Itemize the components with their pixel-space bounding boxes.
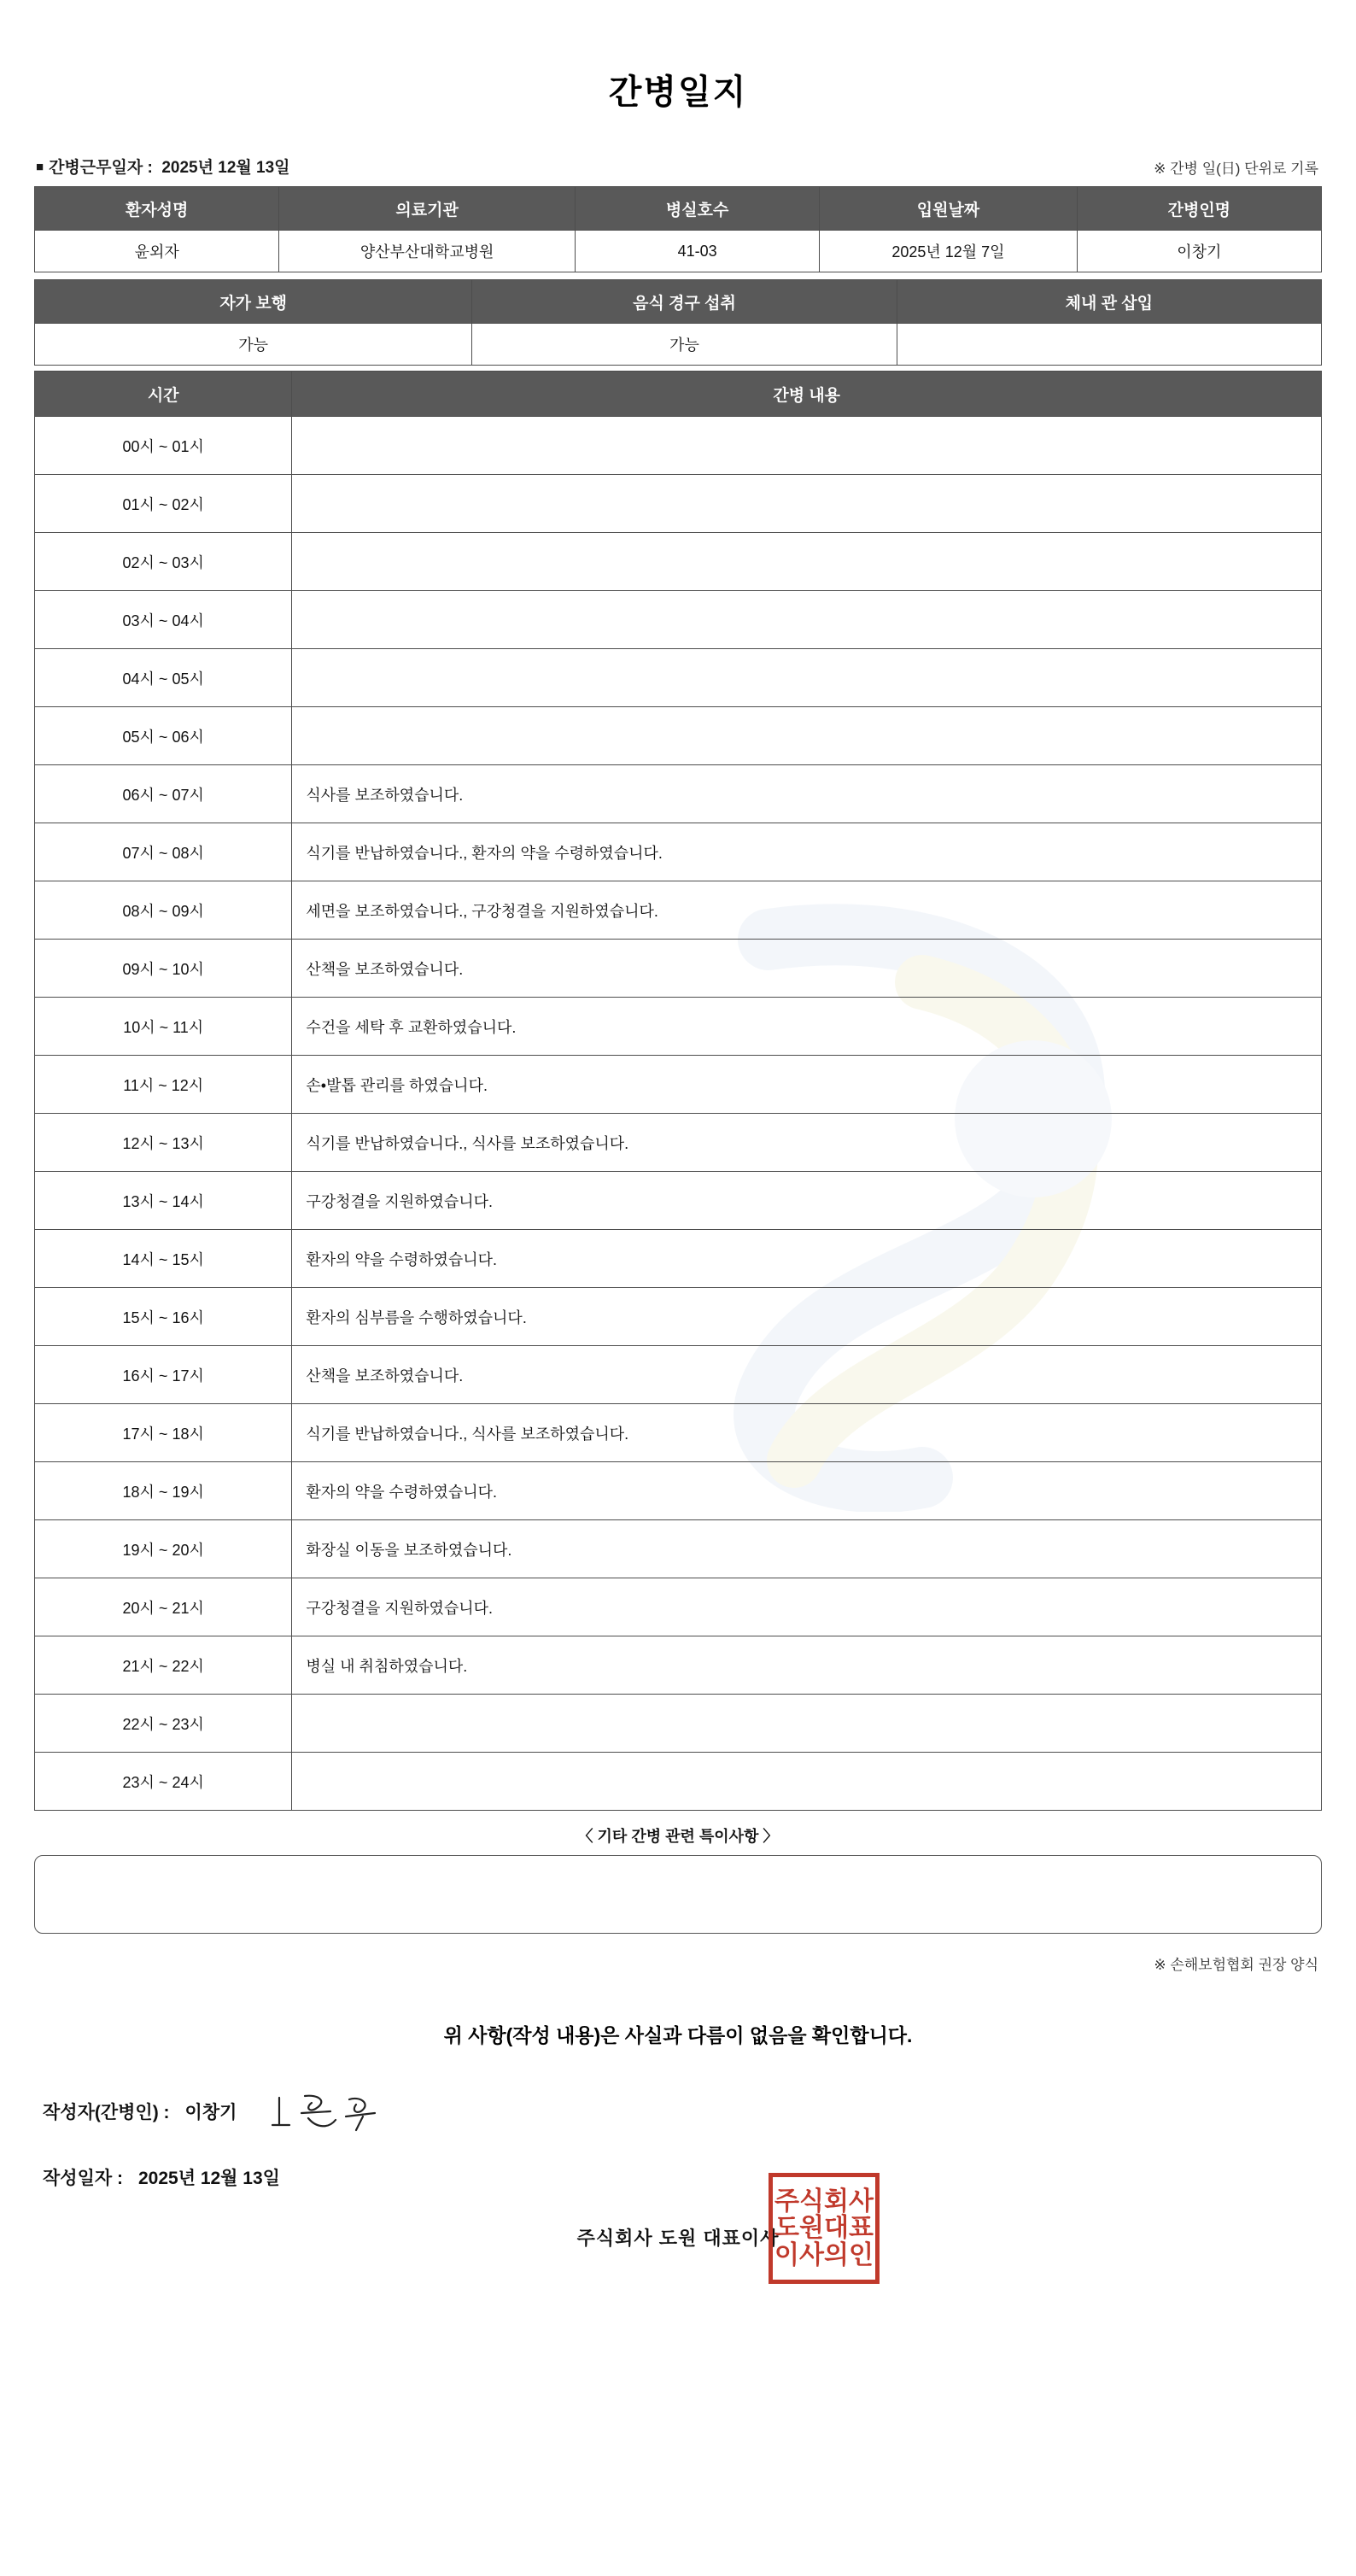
cell-time: 01시 ~ 02시: [35, 475, 292, 533]
work-date: [36, 155, 290, 178]
cell-time: 06시 ~ 07시: [35, 765, 292, 823]
cell-time: 15시 ~ 16시: [35, 1288, 292, 1346]
table-row: [35, 823, 1322, 881]
cell-care-content[interactable]: 환자의 심부름을 수행하였습니다.: [292, 1288, 1322, 1346]
company-seal-stamp: [769, 2173, 880, 2284]
table-row: [35, 1578, 1322, 1636]
cell-time: 08시 ~ 09시: [35, 881, 292, 940]
cell-self-walking: 가능: [35, 324, 472, 366]
cell-care-content[interactable]: 식기를 반납하였습니다., 식사를 보조하였습니다.: [292, 1404, 1322, 1462]
cell-care-content[interactable]: 환자의 약을 수령하였습니다.: [292, 1230, 1322, 1288]
table-row: [35, 1753, 1322, 1811]
care-log-body: [35, 417, 1322, 1811]
table-row: [35, 1346, 1322, 1404]
cell-care-content[interactable]: [292, 417, 1322, 475]
cell-care-content[interactable]: [292, 1695, 1322, 1753]
table-row: [35, 1462, 1322, 1520]
table-row: [35, 1056, 1322, 1114]
cell-time: 04시 ~ 05시: [35, 649, 292, 707]
signature-block: [34, 2087, 1322, 2190]
cell-care-content[interactable]: [292, 707, 1322, 765]
cell-care-content[interactable]: 구강청결을 지원하였습니다.: [292, 1578, 1322, 1636]
table-row: [35, 765, 1322, 823]
cell-time: 19시 ~ 20시: [35, 1520, 292, 1578]
table-row: [35, 881, 1322, 940]
condition-table: [34, 279, 1322, 366]
table-row: [35, 998, 1322, 1056]
table-row: [35, 591, 1322, 649]
company-row: [34, 2187, 1322, 2270]
cell-care-content[interactable]: 식기를 반납하였습니다., 식사를 보조하였습니다.: [292, 1114, 1322, 1172]
cell-time: 21시 ~ 22시: [35, 1636, 292, 1695]
page-title: 간병일지: [608, 73, 748, 111]
etc-notes-box[interactable]: [34, 1855, 1322, 1934]
bullet-square-icon: ■: [36, 160, 44, 174]
cell-time: 13시 ~ 14시: [35, 1172, 292, 1230]
cell-time: 10시 ~ 11시: [35, 998, 292, 1056]
cell-room: 41-03: [575, 231, 819, 272]
cell-time: 17시 ~ 18시: [35, 1404, 292, 1462]
author-value: 이창기: [184, 2103, 237, 2122]
cell-care-content[interactable]: 화장실 이동을 보조하였습니다.: [292, 1520, 1322, 1578]
cell-oral-intake: 가능: [472, 324, 897, 366]
cell-time: 02시 ~ 03시: [35, 533, 292, 591]
cell-admission-date: 2025년 12월 7일: [820, 231, 1077, 272]
cell-time: 07시 ~ 08시: [35, 823, 292, 881]
cell-care-content[interactable]: 세면을 보조하였습니다., 구강청결을 지원하였습니다.: [292, 881, 1322, 940]
cell-time: 03시 ~ 04시: [35, 591, 292, 649]
cell-care-content[interactable]: 산책을 보조하였습니다.: [292, 1346, 1322, 1404]
cell-time: 00시 ~ 01시: [35, 417, 292, 475]
work-date-value: 2025년 12월 13일: [161, 159, 290, 177]
table-header-row: [35, 280, 1322, 324]
col-header-patient-name: 환자성명: [35, 187, 279, 231]
seal-line-2: 도원대표: [774, 2213, 874, 2244]
cell-time: 22시 ~ 23시: [35, 1695, 292, 1753]
table-row: [35, 324, 1322, 366]
cell-care-content[interactable]: 구강청결을 지원하였습니다.: [292, 1172, 1322, 1230]
cell-care-content[interactable]: 수건을 세탁 후 교환하였습니다.: [292, 998, 1322, 1056]
cell-time: 05시 ~ 06시: [35, 707, 292, 765]
table-row: [35, 475, 1322, 533]
col-header-time: 시간: [35, 372, 292, 417]
table-row: [35, 1404, 1322, 1462]
unit-note: ※ 간병 일(日) 단위로 기록: [1154, 161, 1318, 177]
cell-care-content[interactable]: [292, 475, 1322, 533]
table-row: [35, 231, 1322, 272]
table-row: [35, 417, 1322, 475]
table-row: [35, 1695, 1322, 1753]
cell-patient-name: 윤외자: [35, 231, 279, 272]
cell-time: 16시 ~ 17시: [35, 1346, 292, 1404]
cell-caregiver: 이창기: [1077, 231, 1321, 272]
table-row: [35, 940, 1322, 998]
col-header-room: 병실호수: [575, 187, 819, 231]
cell-hospital: 양산부산대학교병원: [279, 231, 576, 272]
cell-care-content[interactable]: 환자의 약을 수령하였습니다.: [292, 1462, 1322, 1520]
seal-line-3: 이사의인: [774, 2239, 874, 2270]
table-row: [35, 1114, 1322, 1172]
table-row: [35, 533, 1322, 591]
cell-care-content[interactable]: 병실 내 취침하였습니다.: [292, 1636, 1322, 1695]
table-header-row: [35, 187, 1322, 231]
write-date-row: [43, 2164, 1322, 2190]
col-header-tube-insertion: 체내 관 삽입: [897, 280, 1321, 324]
cell-care-content[interactable]: 산책을 보조하였습니다.: [292, 940, 1322, 998]
etc-caption: 〈 기타 간병 관련 특이사항 〉: [577, 1828, 779, 1845]
cell-time: 20시 ~ 21시: [35, 1578, 292, 1636]
cell-time: 11시 ~ 12시: [35, 1056, 292, 1114]
cell-care-content[interactable]: 손•발톱 관리를 하였습니다.: [292, 1056, 1322, 1114]
cell-care-content[interactable]: 식기를 반납하였습니다., 환자의 약을 수령하였습니다.: [292, 823, 1322, 881]
cell-care-content[interactable]: [292, 591, 1322, 649]
cell-time: 14시 ~ 15시: [35, 1230, 292, 1288]
subheader: [34, 155, 1322, 178]
col-header-care-content: 간병 내용: [292, 372, 1322, 417]
seal-line-1: 주식회사: [774, 2187, 874, 2217]
cell-care-content[interactable]: [292, 1753, 1322, 1811]
table-row: [35, 707, 1322, 765]
cell-time: 09시 ~ 10시: [35, 940, 292, 998]
col-header-hospital: 의료기관: [279, 187, 576, 231]
cell-time: 18시 ~ 19시: [35, 1462, 292, 1520]
author-row: [43, 2087, 1322, 2135]
handwritten-signature-icon: [267, 2087, 395, 2135]
cell-time: 12시 ~ 13시: [35, 1114, 292, 1172]
company-name: 주식회사 도원 대표이사: [576, 2228, 780, 2249]
write-date-label: 작성일자 :: [43, 2169, 123, 2188]
col-header-admission-date: 입원날짜: [820, 187, 1077, 231]
col-header-caregiver: 간병인명: [1077, 187, 1321, 231]
table-row: [35, 1172, 1322, 1230]
work-date-label: 간병근무일자 :: [49, 159, 153, 177]
patient-info-table: [34, 186, 1322, 272]
cell-care-content[interactable]: 식사를 보조하였습니다.: [292, 765, 1322, 823]
table-row: [35, 1636, 1322, 1695]
table-row: [35, 1288, 1322, 1346]
author-label: 작성자(간병인) :: [43, 2103, 170, 2122]
cell-care-content[interactable]: [292, 649, 1322, 707]
cell-care-content[interactable]: [292, 533, 1322, 591]
table-row: [35, 649, 1322, 707]
table-row: [35, 1230, 1322, 1288]
cell-tube-insertion: [897, 324, 1321, 366]
care-log-table: [34, 371, 1322, 1811]
confirmation-statement: 위 사항(작성 내용)은 사실과 다름이 없음을 확인합니다.: [443, 2024, 913, 2046]
col-header-self-walking: 자가 보행: [35, 280, 472, 324]
col-header-oral-intake: 음식 경구 섭취: [472, 280, 897, 324]
association-note: ※ 손해보험협회 권장 양식: [1154, 1957, 1318, 1973]
table-header-row: [35, 372, 1322, 417]
table-row: [35, 1520, 1322, 1578]
cell-time: 23시 ~ 24시: [35, 1753, 292, 1811]
write-date-value: 2025년 12월 13일: [137, 2169, 280, 2188]
